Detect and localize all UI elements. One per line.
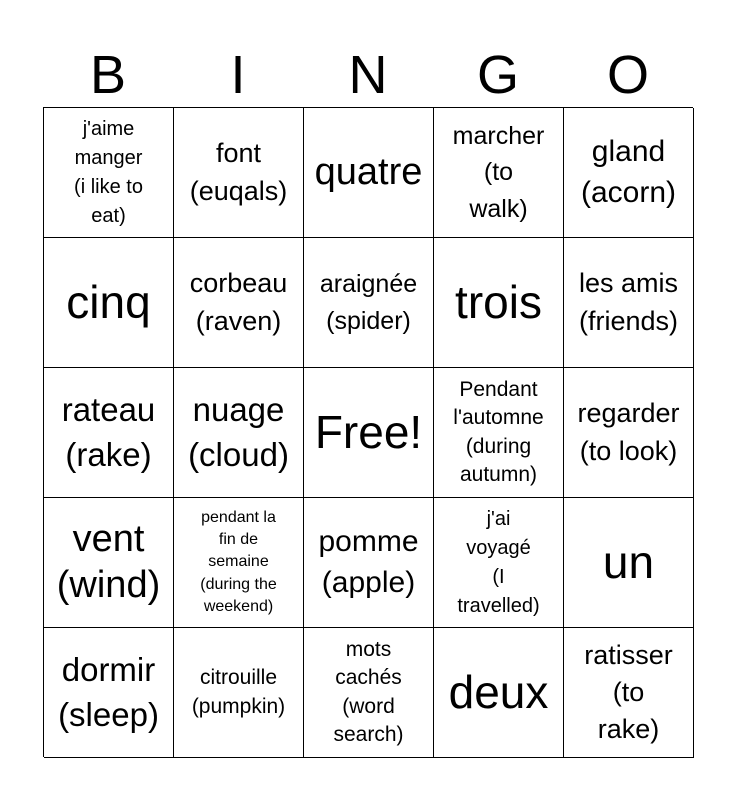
- free-text: Free!: [314, 406, 423, 459]
- cell-text: Pendant l'automne (during autumn): [453, 377, 544, 486]
- cell-text: pomme (apple): [318, 525, 419, 599]
- header-letter-o: O: [606, 45, 649, 105]
- bingo-cell[interactable]: [434, 498, 564, 628]
- bingo-cell[interactable]: [564, 628, 694, 758]
- header-letter-g: G: [476, 45, 519, 105]
- cell-text: deux: [448, 666, 549, 719]
- bingo-cell[interactable]: [564, 108, 694, 238]
- bingo-cell[interactable]: [304, 238, 434, 368]
- bingo-cell[interactable]: [174, 368, 304, 498]
- header-letter-i: I: [230, 45, 246, 105]
- bingo-cell[interactable]: [174, 238, 304, 368]
- cell-text: araignée (spider): [319, 270, 418, 335]
- cell-text: regarder (to look): [577, 398, 680, 466]
- bingo-cell[interactable]: [174, 628, 304, 758]
- cell-text: vent (wind): [56, 517, 161, 606]
- cell-text: les amis (friends): [578, 268, 679, 336]
- bingo-cell[interactable]: [44, 108, 174, 238]
- bingo-cell[interactable]: [44, 498, 174, 628]
- bingo-cell[interactable]: [434, 368, 564, 498]
- cell-text: nuage (cloud): [188, 390, 289, 473]
- free-cell[interactable]: [304, 368, 434, 498]
- bingo-cell[interactable]: [174, 498, 304, 628]
- cell-text: ratisser (to rake): [584, 639, 673, 745]
- bingo-cell[interactable]: [304, 628, 434, 758]
- cell-text: marcher (to walk): [452, 122, 545, 223]
- cell-text: pendant la fin de semaine (during the weekend): [200, 508, 277, 616]
- bingo-header: [43, 44, 693, 106]
- bingo-cell[interactable]: [44, 368, 174, 498]
- bingo-grid: [43, 107, 693, 757]
- header-letter-b: B: [89, 45, 127, 105]
- header-letter-n: N: [348, 45, 388, 105]
- bingo-cell[interactable]: [564, 498, 694, 628]
- bingo-cell[interactable]: [434, 238, 564, 368]
- cell-text: j'aime manger (i like to eat): [74, 117, 143, 227]
- cell-text: font (euqals): [189, 138, 288, 206]
- cell-text: corbeau (raven): [189, 268, 288, 336]
- bingo-cell[interactable]: [434, 108, 564, 238]
- cell-text: un: [602, 536, 655, 589]
- cell-text: dormir (sleep): [58, 650, 159, 733]
- bingo-cell[interactable]: [304, 108, 434, 238]
- cell-text: citrouille (pumpkin): [191, 666, 286, 718]
- bingo-cell[interactable]: [44, 238, 174, 368]
- bingo-cell[interactable]: [434, 628, 564, 758]
- bingo-cell[interactable]: [174, 108, 304, 238]
- cell-text: trois: [455, 276, 542, 329]
- cell-text: mots cachés (word search): [333, 637, 404, 746]
- bingo-cell[interactable]: [564, 368, 694, 498]
- cell-text: j'ai voyagé (I travelled): [457, 507, 540, 617]
- bingo-cell[interactable]: [564, 238, 694, 368]
- bingo-cell[interactable]: [304, 498, 434, 628]
- cell-text: cinq: [66, 276, 151, 329]
- cell-text: gland (acorn): [580, 135, 677, 209]
- cell-text: rateau (rake): [61, 390, 156, 473]
- cell-text: quatre: [314, 150, 423, 193]
- bingo-cell[interactable]: [44, 628, 174, 758]
